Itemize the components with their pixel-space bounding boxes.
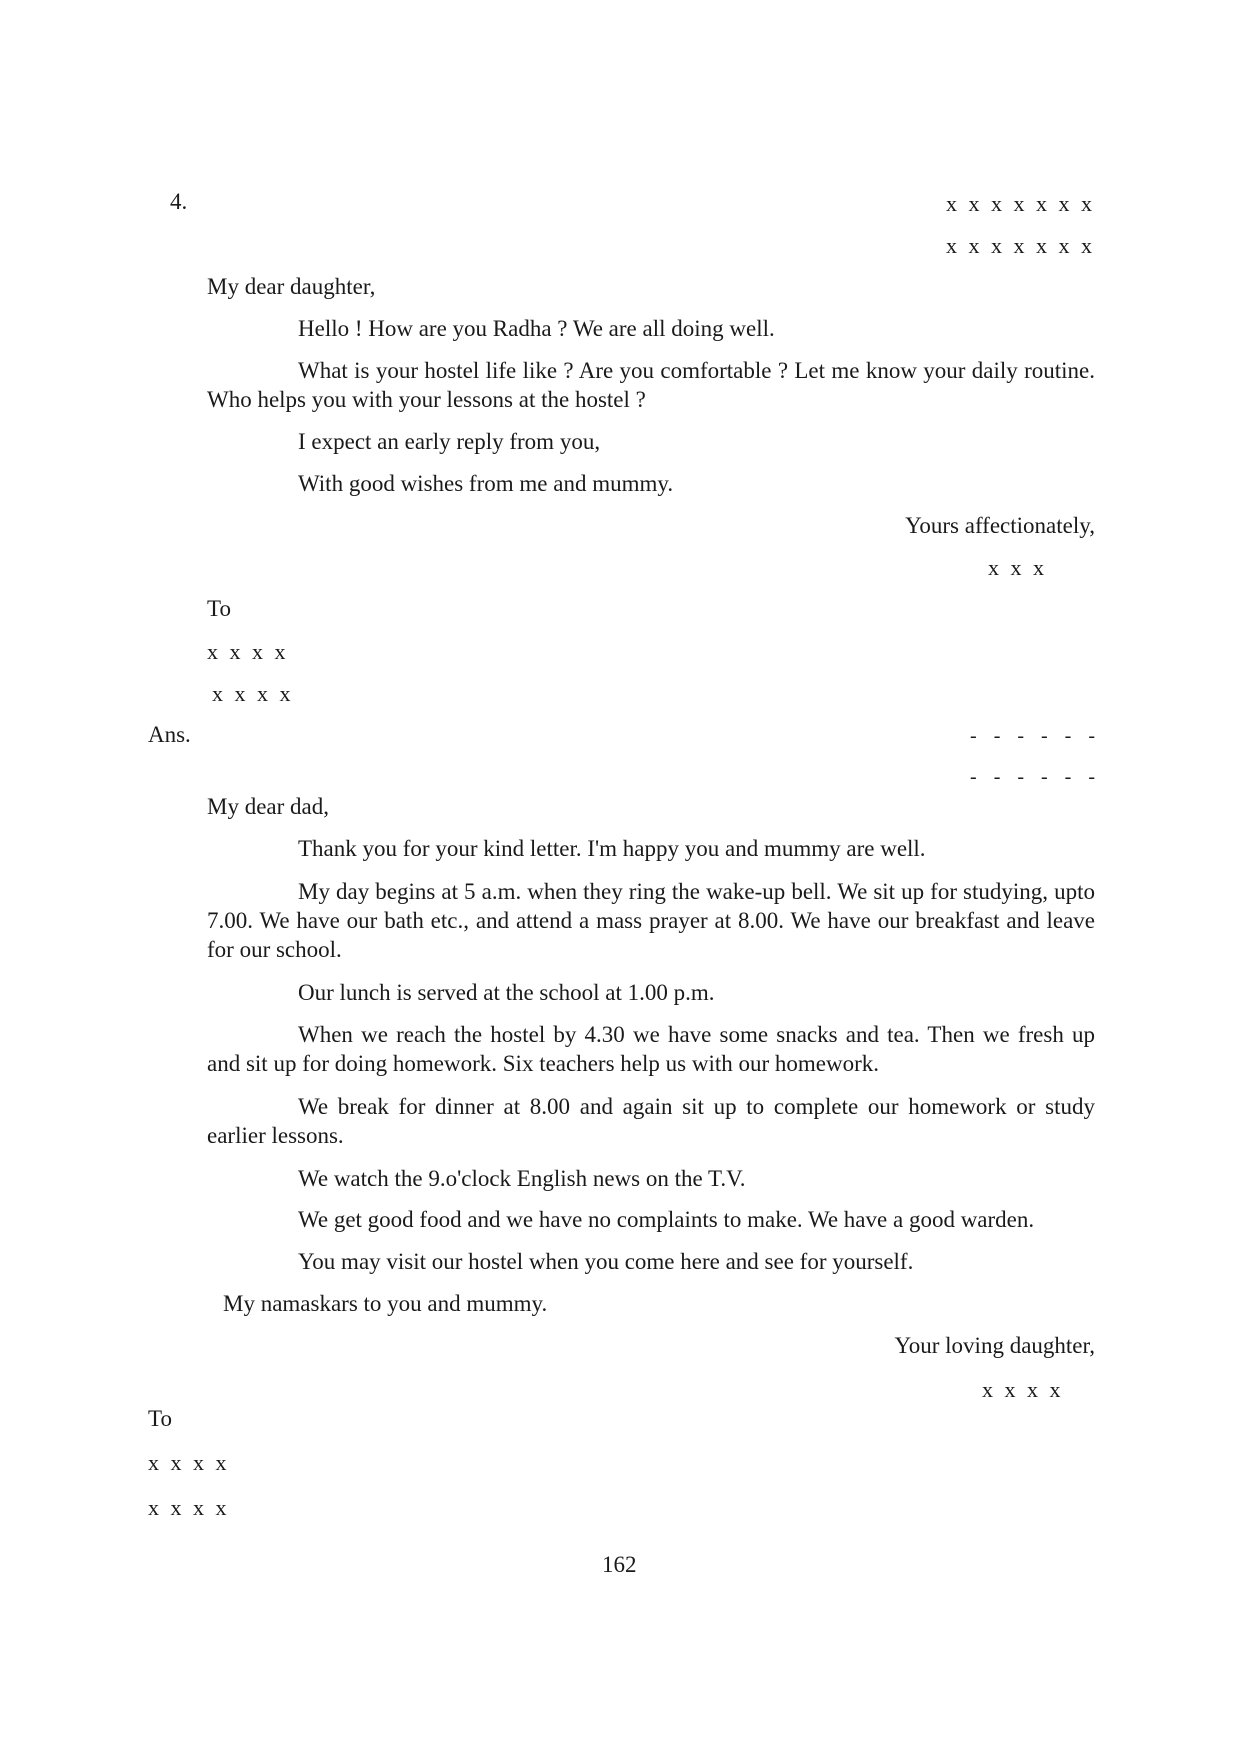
question-to-label: To bbox=[207, 596, 231, 621]
question-paragraph-1: Hello ! How are you Radha ? We are all doing well. bbox=[298, 316, 775, 341]
answer-paragraph-1: Thank you for your kind letter. I'm happy you and mummy are well. bbox=[298, 836, 926, 861]
answer-to-line-1: x x x x bbox=[148, 1450, 230, 1475]
answer-paragraph-3: Our lunch is served at the school at 1.00 p.m. bbox=[298, 980, 715, 1005]
answer-salutation: My dear dad, bbox=[207, 794, 329, 819]
answer-paragraph-5: We break for dinner at 8.00 and again sit up to complete our homework or study earlier lessons. bbox=[207, 1094, 1095, 1148]
answer-paragraph-6: We watch the 9.o'clock English news on the T.V. bbox=[298, 1166, 746, 1191]
answer-signature: x x x x bbox=[982, 1377, 1064, 1402]
answer-to-line-2: x x x x bbox=[148, 1495, 230, 1520]
question-signature: x x x bbox=[988, 555, 1047, 580]
answer-paragraph-8: You may visit our hostel when you come here and see for yourself. bbox=[298, 1249, 914, 1274]
answer-paragraph-4: When we reach the hostel by 4.30 we have some snacks and tea. Then we fresh up and sit up for doing homework. Six teachers help us with our homework. bbox=[207, 1022, 1095, 1076]
answer-paragraph-7: We get good food and we have no complaints to make. We have a good warden. bbox=[298, 1207, 1035, 1232]
answer-closing: Your loving daughter, bbox=[894, 1333, 1095, 1358]
answer-label: Ans. bbox=[148, 722, 191, 747]
question-paragraph-4: With good wishes from me and mummy. bbox=[298, 471, 674, 496]
question-salutation: My dear daughter, bbox=[207, 274, 376, 299]
question-closing: Yours affectionately, bbox=[905, 513, 1095, 538]
question-number: 4. bbox=[170, 189, 188, 214]
answer-to-label: To bbox=[148, 1406, 172, 1431]
question-paragraph-2: What is your hostel life like ? Are you comfortable ? Let me know your daily routine. Who helps you with your lessons at the hostel ? bbox=[207, 358, 1095, 412]
question-paragraph-3: I expect an early reply from you, bbox=[298, 429, 601, 454]
sender-address-line-2: x x x x x x x bbox=[946, 233, 1095, 258]
page-number: 162 bbox=[602, 1552, 637, 1577]
answer-regards: My namaskars to you and mummy. bbox=[223, 1291, 548, 1316]
question-to-line-2: x x x x bbox=[212, 681, 294, 706]
answer-paragraph-2: My day begins at 5 a.m. when they ring the wake-up bell. We sit up for studying, upto 7.00. We have our bath etc., and attend a mass prayer at 8.00. We have our breakfast and leave for our school. bbox=[207, 879, 1095, 962]
answer-address-line-2: - - - - - - bbox=[970, 766, 1101, 788]
sender-address-line-1: x x x x x x x bbox=[946, 191, 1095, 216]
question-to-line-1: x x x x bbox=[207, 639, 289, 664]
answer-address-line-1: - - - - - - bbox=[970, 725, 1101, 747]
